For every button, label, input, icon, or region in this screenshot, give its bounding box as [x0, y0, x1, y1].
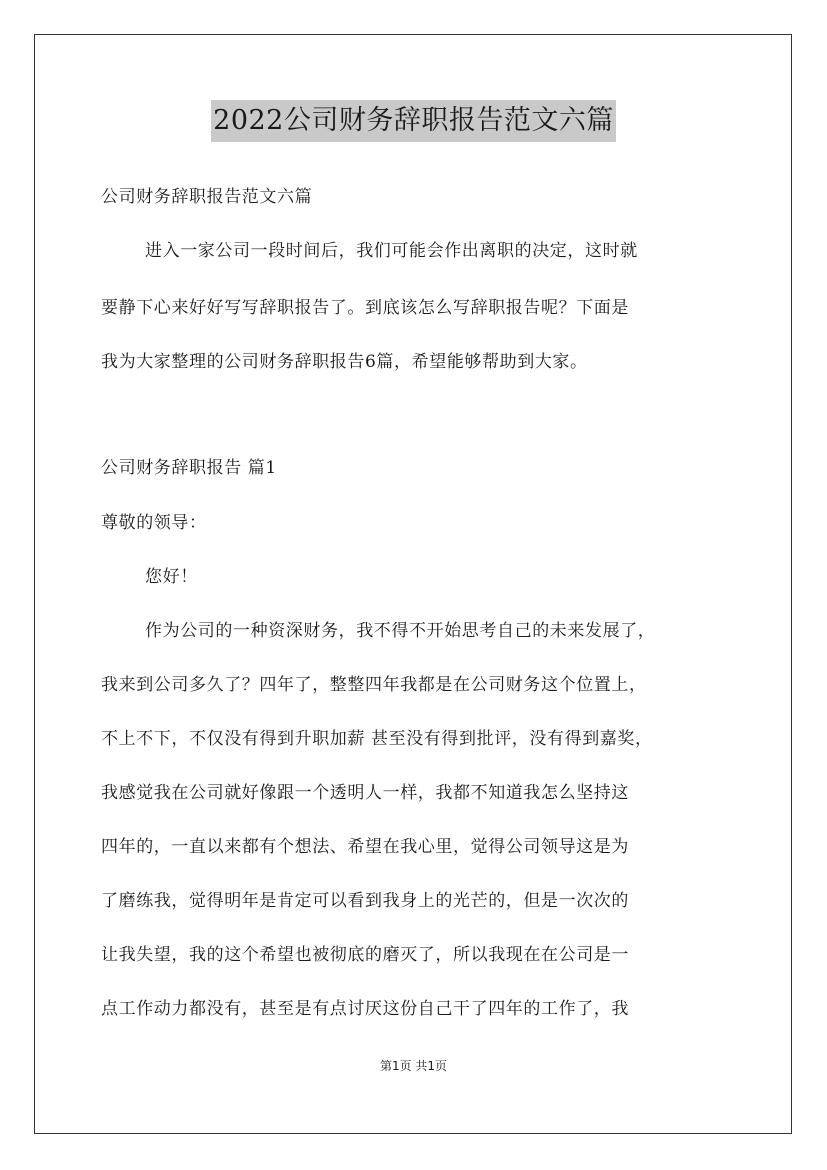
body-line-8: 点工作动力都没有，甚至是有点讨厌这份自己干了四年的工作了，我: [101, 999, 629, 1019]
intro-line-3: 我为大家整理的公司财务辞职报告6篇，希望能够帮助到大家。: [101, 352, 588, 372]
body-line-1: 作为公司的一种资深财务，我不得不开始思考自己的未来发展了，: [145, 621, 656, 641]
section-heading: 公司财务辞职报告 篇1: [101, 458, 277, 478]
intro-line-1: 进入一家公司一段时间后，我们可能会作出离职的决定，这时就: [145, 241, 638, 261]
body-line-3: 不上不下，不仅没有得到升职加薪 甚至没有得到批评，没有得到嘉奖，: [101, 729, 653, 749]
body-line-5: 四年的，一直以来都有个想法、希望在我心里，觉得公司领导这是为: [101, 837, 629, 857]
document-title-text: 2022公司财务辞职报告范文六篇: [211, 100, 616, 142]
document-title: [0, 100, 827, 142]
salutation: 尊敬的领导：: [101, 513, 207, 533]
subtitle: 公司财务辞职报告范文六篇: [101, 187, 313, 207]
page-footer: 第1页 共1页: [379, 1059, 448, 1073]
body-line-4: 我感觉我在公司就好像跟一个透明人一样，我都不知道我怎么坚持这: [101, 783, 629, 803]
body-line-7: 让我失望，我的这个希望也被彻底的磨灭了，所以我现在在公司是一: [101, 945, 629, 965]
greeting: 您好！: [145, 567, 198, 587]
body-line-2: 我来到公司多久了？四年了，整整四年我都是在公司财务这个位置上，: [101, 675, 647, 695]
intro-line-2: 要静下心来好好写写辞职报告了。到底该怎么写辞职报告呢？下面是: [101, 298, 629, 318]
body-line-6: 了磨练我，觉得明年是肯定可以看到我身上的光芒的，但是一次次的: [101, 891, 629, 911]
